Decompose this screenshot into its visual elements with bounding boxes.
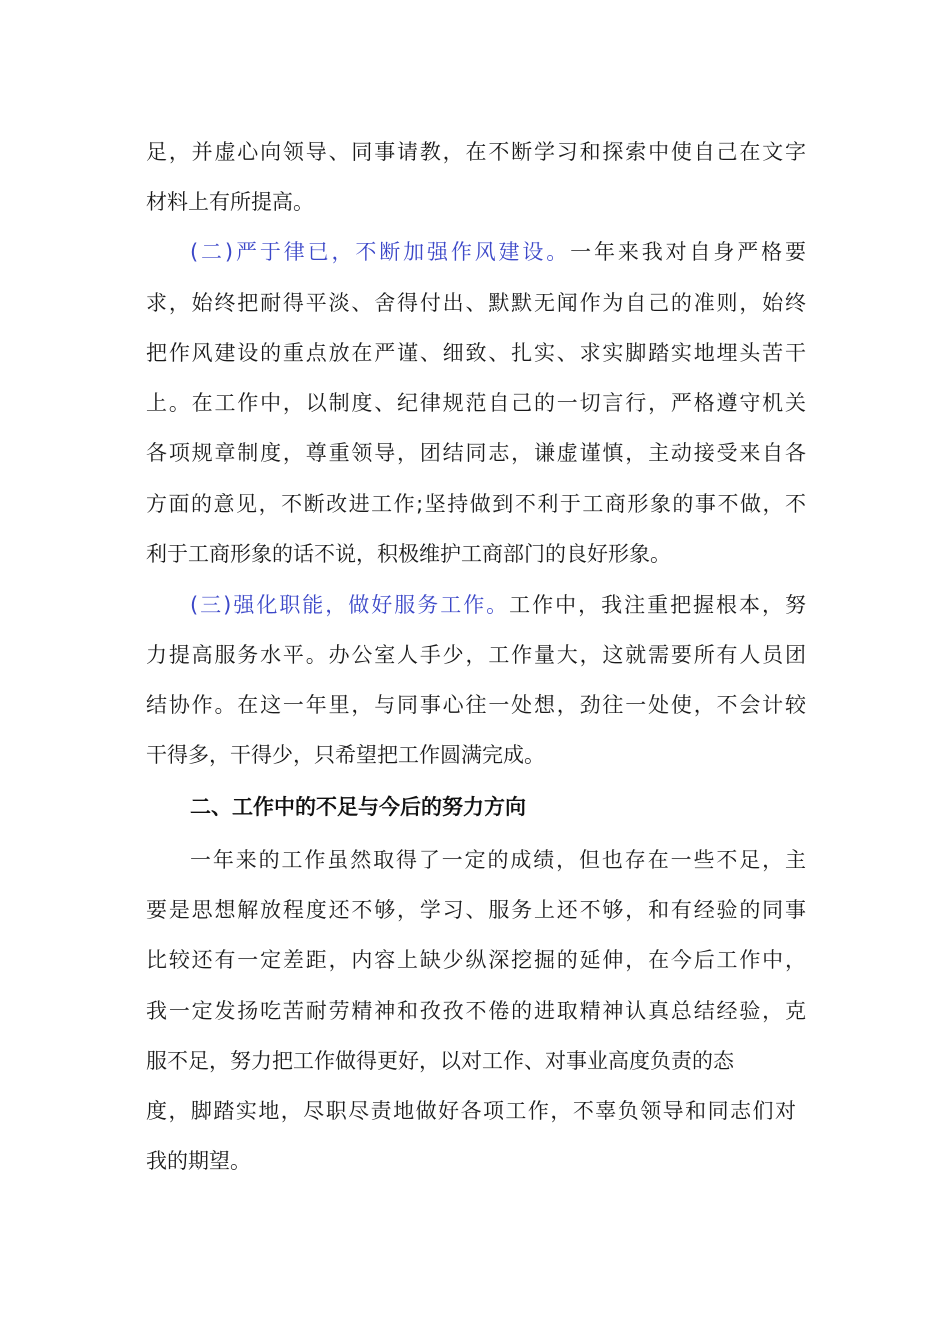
paragraph-line (190, 587, 806, 623)
line-text: 一年来我对自身严格要 (570, 240, 806, 264)
section-heading-text: 二、工作中的不足与今后的努力方向 (190, 795, 526, 819)
line-text: 一年来的工作虽然取得了一定的成绩，但也存在一些不足，主 (190, 848, 806, 872)
paragraph-line (146, 687, 806, 723)
line-text: 方面的意见，不断改进工作;坚持做到不利于工商形象的事不做，不 (146, 492, 806, 516)
paragraph-line (146, 184, 806, 220)
paragraph-line (146, 942, 806, 978)
line-text: 各项规章制度，尊重领导，团结同志，谦虚谨慎，主动接受来自各 (146, 441, 806, 465)
line-text: 我的期望。 (146, 1149, 251, 1173)
paragraph-line (146, 385, 806, 421)
paragraph-line (190, 234, 806, 270)
line-text: 我一定发扬吃苦耐劳精神和孜孜不倦的进取精神认真总结经验，克 (146, 999, 806, 1023)
line-text: 足，并虚心向领导、同事请教，在不断学习和探索中使自己在文字 (146, 140, 806, 164)
paragraph-line (146, 892, 806, 928)
paragraph-line (146, 536, 806, 572)
subsection-heading: (三)强化职能，做好服务工作。 (190, 593, 510, 617)
paragraph-line (146, 993, 806, 1029)
line-text: 要是思想解放程度还不够，学习、服务上还不够，和有经验的同事 (146, 898, 806, 922)
paragraph-line (146, 1093, 796, 1129)
paragraph-line (146, 435, 806, 471)
paragraph-line (146, 285, 806, 321)
line-text: 工作中，我注重把握根本，努 (509, 593, 806, 617)
paragraph-line (190, 842, 806, 878)
line-text: 上。在工作中，以制度、纪律规范自己的一切言行，严格遵守机关 (146, 391, 806, 415)
paragraph-line (146, 1043, 782, 1079)
line-text: 干得多，干得少，只希望把工作圆满完成。 (146, 743, 545, 767)
line-text: 把作风建设的重点放在严谨、细致、扎实、求实脚踏实地埋头苦干 (146, 341, 806, 365)
subsection-heading: (二)严于律已，不断加强作风建设。 (190, 240, 571, 264)
line-text: 求，始终把耐得平淡、舍得付出、默默无闻作为自己的准则，始终 (146, 291, 806, 315)
paragraph-line (146, 737, 806, 773)
line-text: 度，脚踏实地，尽职尽责地做好各项工作，不辜负领导和同志们对 (146, 1099, 796, 1123)
line-text: 比较还有一定差距，内容上缺少纵深挖掘的延伸，在今后工作中， (146, 948, 806, 972)
line-text: 利于工商形象的话不说，积极维护工商部门的良好形象。 (146, 542, 671, 566)
paragraph-line (146, 335, 806, 371)
paragraph-line (146, 486, 806, 522)
line-text: 材料上有所提高。 (146, 190, 314, 214)
paragraph-line (146, 1143, 806, 1179)
line-text: 力提高服务水平。办公室人手少，工作量大，这就需要所有人员团 (146, 643, 806, 667)
line-text: 结协作。在这一年里，与同事心往一处想，劲往一处使，不会计较 (146, 693, 806, 717)
section-heading (190, 789, 806, 825)
line-text: 服不足，努力把工作做得更好，以对工作、对事业高度负责的态 (146, 1049, 734, 1073)
paragraph-line (146, 637, 806, 673)
paragraph-line (146, 134, 806, 170)
